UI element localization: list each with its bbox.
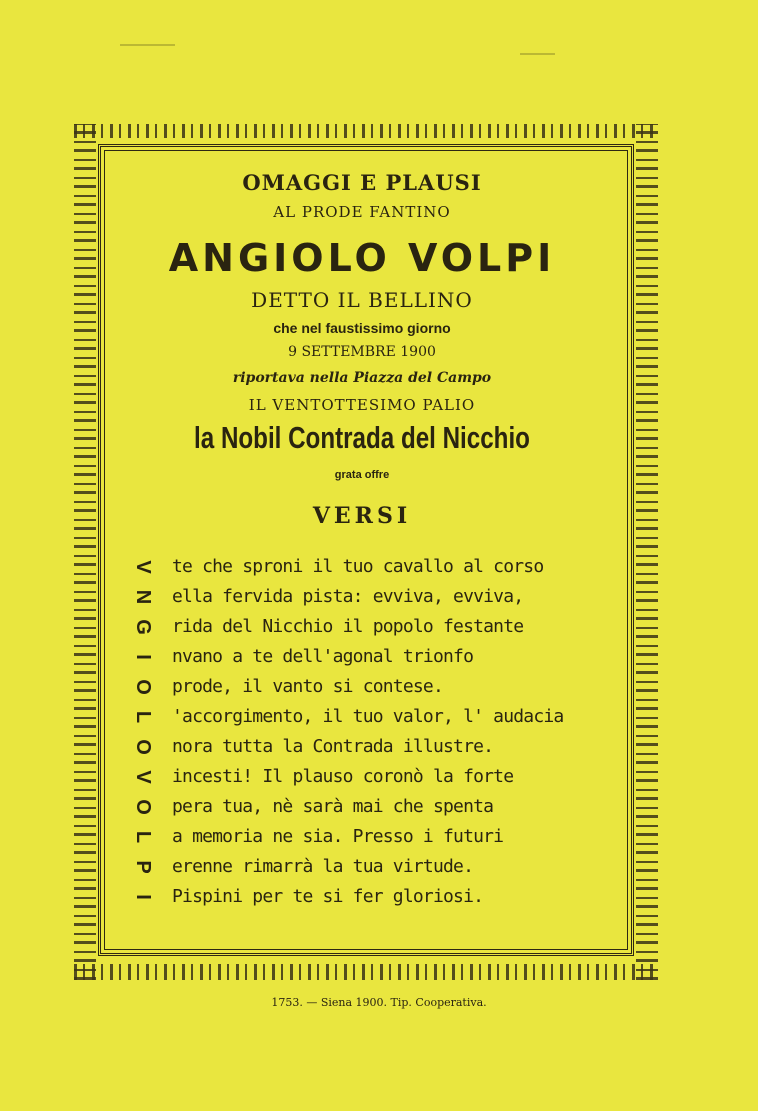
printer-footer: 1753. — Siena 1900. Tip. Cooperativa.: [271, 996, 487, 1009]
acrostic-letter: I: [132, 654, 154, 660]
acrostic-letter: L: [132, 830, 154, 844]
acrostic-letter: N: [132, 589, 154, 605]
line-faustissimo: che nel faustissimo giorno: [273, 320, 451, 336]
acrostic-letter: G: [132, 619, 154, 635]
acrostic-letter: L: [132, 710, 154, 724]
poem-verses: [172, 552, 622, 912]
acrostic-letter: O: [132, 679, 154, 695]
verse-line: ella fervida pista: evviva, evviva,: [172, 586, 524, 607]
line-piazza: riportava nella Piazza del Campo: [232, 370, 492, 386]
verse-line: rida del Nicchio il popolo festante: [172, 616, 524, 637]
verses-title: VERSI: [312, 503, 412, 529]
border-top: [74, 124, 658, 138]
verse-line: 'accorgimento, il tuo valor, l' audacia: [172, 706, 564, 727]
jockey-nickname: DETTO IL BELLINO: [251, 288, 473, 312]
verse-line: a memoria ne sia. Presso i futuri: [172, 826, 504, 847]
verse-line: nora tutta la Contrada illustre.: [172, 736, 494, 757]
acrostic-letter: P: [132, 860, 154, 874]
line-grata-offre: grata offre: [334, 469, 390, 481]
verse-line: Pispini per te si fer gloriosi.: [172, 886, 484, 907]
contrada-name: la Nobil Contrada del Nicchio: [194, 420, 530, 455]
acrostic-letter: O: [132, 799, 154, 815]
heading-fantino: AL PRODE FANTINO: [273, 203, 451, 221]
heading-omaggi: OMAGGI E PLAUSI: [242, 170, 482, 195]
line-palio: IL VENTOTTESIMO PALIO: [248, 396, 476, 414]
border-bottom: [74, 964, 658, 980]
jockey-name: ANGIOLO VOLPI: [168, 236, 556, 280]
border-right: [636, 124, 658, 980]
acrostic-letter: I: [132, 894, 154, 900]
verse-line: incesti! Il plauso coronò la forte: [172, 766, 514, 787]
acrostic-letter: V: [132, 770, 154, 784]
acrostic-letter: O: [132, 739, 154, 755]
border-left: [74, 124, 96, 980]
verse-line: pera tua, nè sarà mai che spenta: [172, 796, 494, 817]
acrostic-letter: V: [132, 560, 154, 574]
verse-line: prode, il vanto si contese.: [172, 676, 443, 697]
verse-line: te che sproni il tuo cavallo al corso: [172, 556, 544, 577]
verse-line: erenne rimarrà la tua virtude.: [172, 856, 474, 877]
paper-mark: [120, 44, 175, 46]
paper-mark: [520, 53, 555, 55]
acrostic-column: [128, 552, 158, 912]
verse-line: nvano a te dell'agonal trionfo: [172, 646, 474, 667]
race-date: 9 SETTEMBRE 1900: [288, 344, 436, 360]
